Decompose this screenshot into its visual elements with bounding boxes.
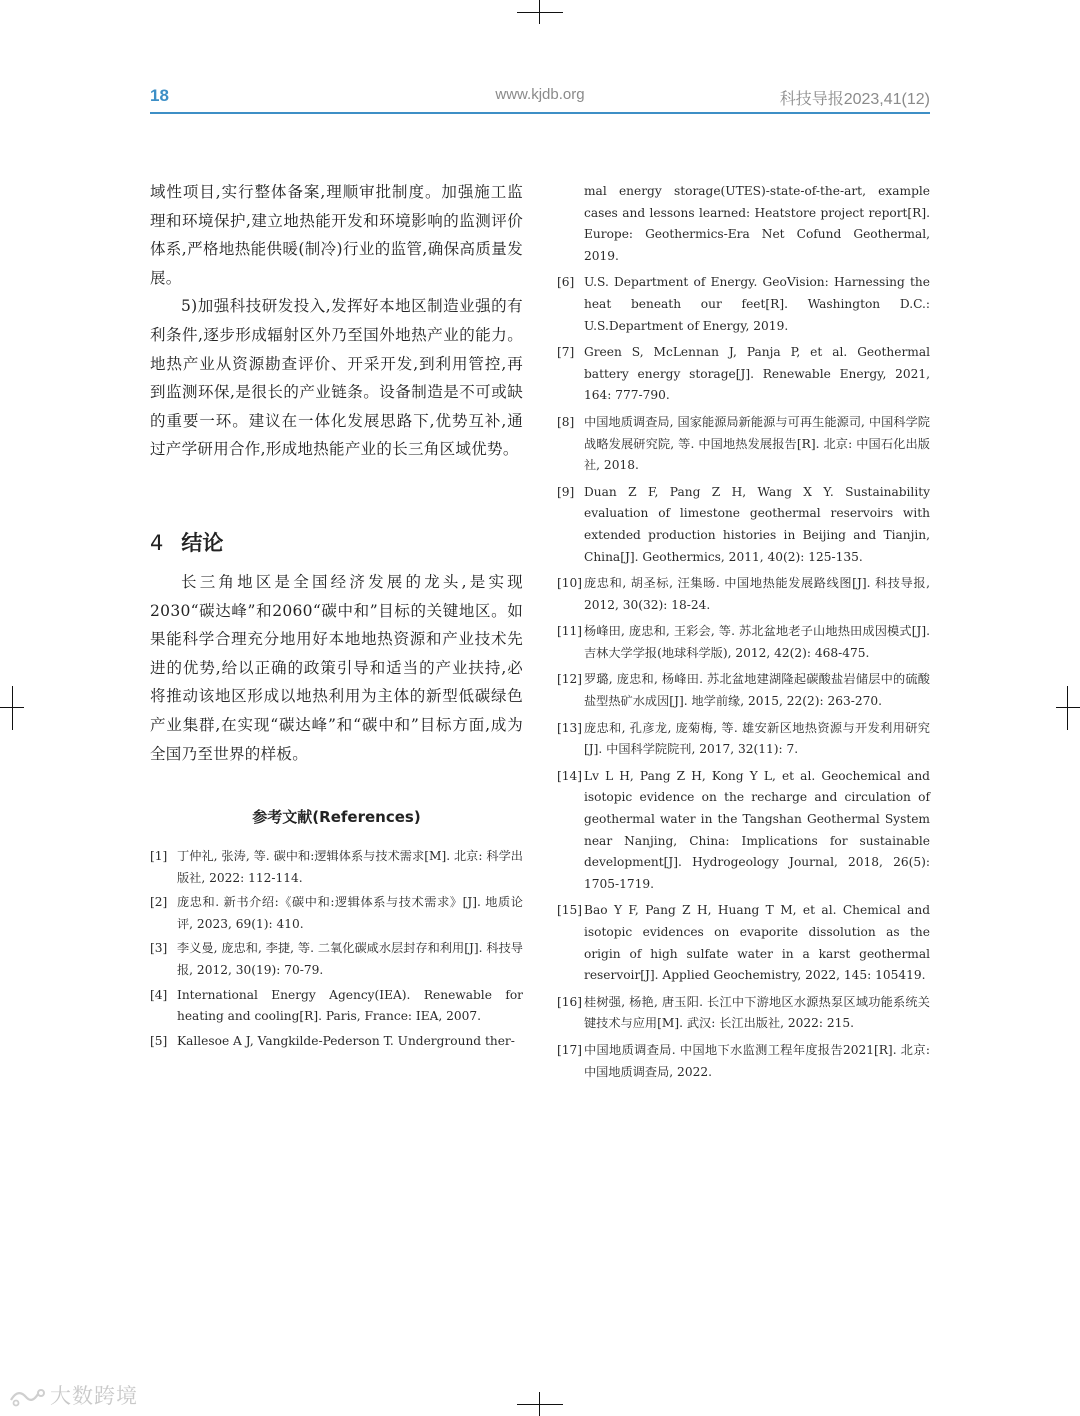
- reference-item: [1] 丁仲礼, 张涛, 等. 碳中和:逻辑体系与技术需求[M]. 北京: 科学出版社, 2022: 112-114.: [150, 849, 523, 885]
- reference-item: [3] 李义曼, 庞忠和, 李捷, 等. 二氧化碳咸水层封存和利用[J]. 科技导报, 2012, 30(19): 70-79.: [150, 941, 523, 977]
- reference-item: [13] 庞忠和, 孔彦龙, 庞菊梅, 等. 雄安新区地热资源与开发利用研究[J]. 中国科学院院刊, 2017, 32(11): 7.: [557, 720, 930, 757]
- watermark: [8, 1380, 138, 1410]
- crop-mark-right-horizontal: [1056, 707, 1080, 708]
- reference-item: [11] 杨峰田, 庞忠和, 王彩会, 等. 苏北盆地老子山地热田成因模式[J]. 吉林大学学报(地球科学版), 2012, 42(2): 468-475.: [557, 624, 930, 660]
- watermark-text: 大数跨境: [50, 1384, 138, 1408]
- reference-continuation: mal energy storage(UTES)-state-of-the-art, example cases and lessons learned: Heatstore project report[R]. Europe: Geothermics-Era Net Cofund Geothermal, 2019.: [584, 184, 930, 263]
- references-list-left: [150, 846, 523, 1055]
- journal-citation: 科技导报2023,41(12): [779, 91, 930, 108]
- reference-item: [9] Duan Z F, Pang Z H, Wang X Y. Sustainability evaluation of limestone geothermal reservoirs with extended production histories in Beijing and Tianjin, China[J]. Geothermics, 2011, 40(2): 125-135.: [557, 484, 930, 564]
- reference-item: [4] International Energy Agency(IEA). Renewable for heating and cooling[R]. Paris, France: IEA, 2007.: [150, 987, 523, 1024]
- reference-item: [6] U.S. Department of Energy. GeoVision: Harnessing the heat beneath our feet[R]. Washington D.C.: U.S.Department of Energy, 2019.: [557, 275, 930, 333]
- body-paragraph: 域性项目,实行整体备案,理顺审批制度。加强施工监理和环境保护,建立地热能开发和环境影响的监测评价体系,严格地热能供暖(制冷)行业的监管,确保高质量发展。: [150, 183, 523, 287]
- section-heading: [150, 527, 223, 557]
- section-title: 结论: [181, 531, 224, 555]
- crop-mark-top-horizontal: [517, 12, 563, 13]
- reference-item: [15] Bao Y F, Pang Z H, Huang T M, et al. Chemical and isotopic evidences on evaporite dissolution as the origin of high sulfate water in a karst geothermal reservoir[J]. Applied Geochemistry, 2022, 145: 105419.: [557, 903, 930, 983]
- reference-item: [10] 庞忠和, 胡圣标, 汪集旸. 中国地热能发展路线图[J]. 科技导报, 2012, 30(32): 18-24.: [557, 576, 930, 612]
- conclusion-block: [150, 568, 523, 768]
- reference-item: [8] 中国地质调查局, 国家能源局新能源与可再生能源司, 中国科学院战略发展研究院, 等. 中国地热发展报告[R]. 北京: 中国石化出版社, 2018.: [557, 414, 930, 473]
- crop-mark-right-vertical: [1067, 686, 1068, 730]
- reference-item: [2] 庞忠和. 新书介绍:《碳中和:逻辑体系与技术需求》[J]. 地质论评, 2023, 69(1): 410.: [150, 895, 523, 931]
- reference-item: [14] Lv L H, Pang Z H, Kong Y L, et al. Geochemical and isotopic evidence on the recharge and circulation of geothermal water in the Tangshan Geothermal System near Nanjing, China: Implications for sustainable development[J]. Hydrogeology Journal, 2018, 26(5): 1705-1719.: [557, 768, 930, 891]
- reference-item: [17] 中国地质调查局. 中国地下水监测工程年度报告2021[R]. 北京: 中国地质调查局, 2022.: [557, 1042, 930, 1079]
- body-paragraph: 长三角地区是全国经济发展的龙头,是实现2030“碳达峰”和2060“碳中和”目标的关键地区。如果能科学合理充分地用好本地地热资源和产业技术先进的优势,给以正确的政策引导和适当的产业扶持,必将推动该地区形成以地热利用为主体的新型低碳绿色产业集群,在实现“碳达峰”和“碳中和”目标方面,成为全国乃至世界的样板。: [150, 573, 523, 763]
- reference-item: [7] Green S, McLennan J, Panja P, et al. Geothermal battery energy storage[J]. Renewable Energy, 2021, 164: 777-790.: [557, 345, 930, 403]
- references-list-right: [557, 181, 930, 1088]
- reference-item: [12] 罗璐, 庞忠和, 杨峰田. 苏北盆地建湖隆起碳酸盐岩储层中的硫酸盐型热矿水成因[J]. 地学前缘, 2015, 22(2): 263-270.: [557, 672, 930, 709]
- header-rule: [150, 112, 930, 114]
- page-number: 18: [150, 86, 169, 105]
- body-paragraph: 5)加强科技研发投入,发挥好本地区制造业强的有利条件,逐步形成辐射区外乃至国外地热产业的能力。地热产业从资源勘查评价、开采开发,到利用管控,再到监测环保,是很长的产业链条。设备制造是不可或缺的重要一环。建议在一体化发展思路下,优势互补,通过产学研用合作,形成地热能产业的长三角区域优势。: [150, 297, 523, 459]
- watermark-logo-icon: [8, 1386, 46, 1408]
- reference-item: [5] Kallesoe A J, Vangkilde-Pederson T. Underground ther-: [150, 1033, 515, 1048]
- references-title: 参考文献(References): [252, 808, 421, 826]
- journal-url: www.kjdb.org: [495, 86, 585, 103]
- reference-item: [16] 桂树强, 杨艳, 唐玉阳. 长江中下游地区水源热泵区域功能系统关键技术与应用[M]. 武汉: 长江出版社, 2022: 215.: [557, 994, 930, 1031]
- crop-mark-bottom-horizontal: [517, 1404, 563, 1405]
- section-number: 4: [150, 531, 164, 555]
- body-left-column: [150, 178, 523, 464]
- crop-mark-left-vertical: [12, 686, 13, 730]
